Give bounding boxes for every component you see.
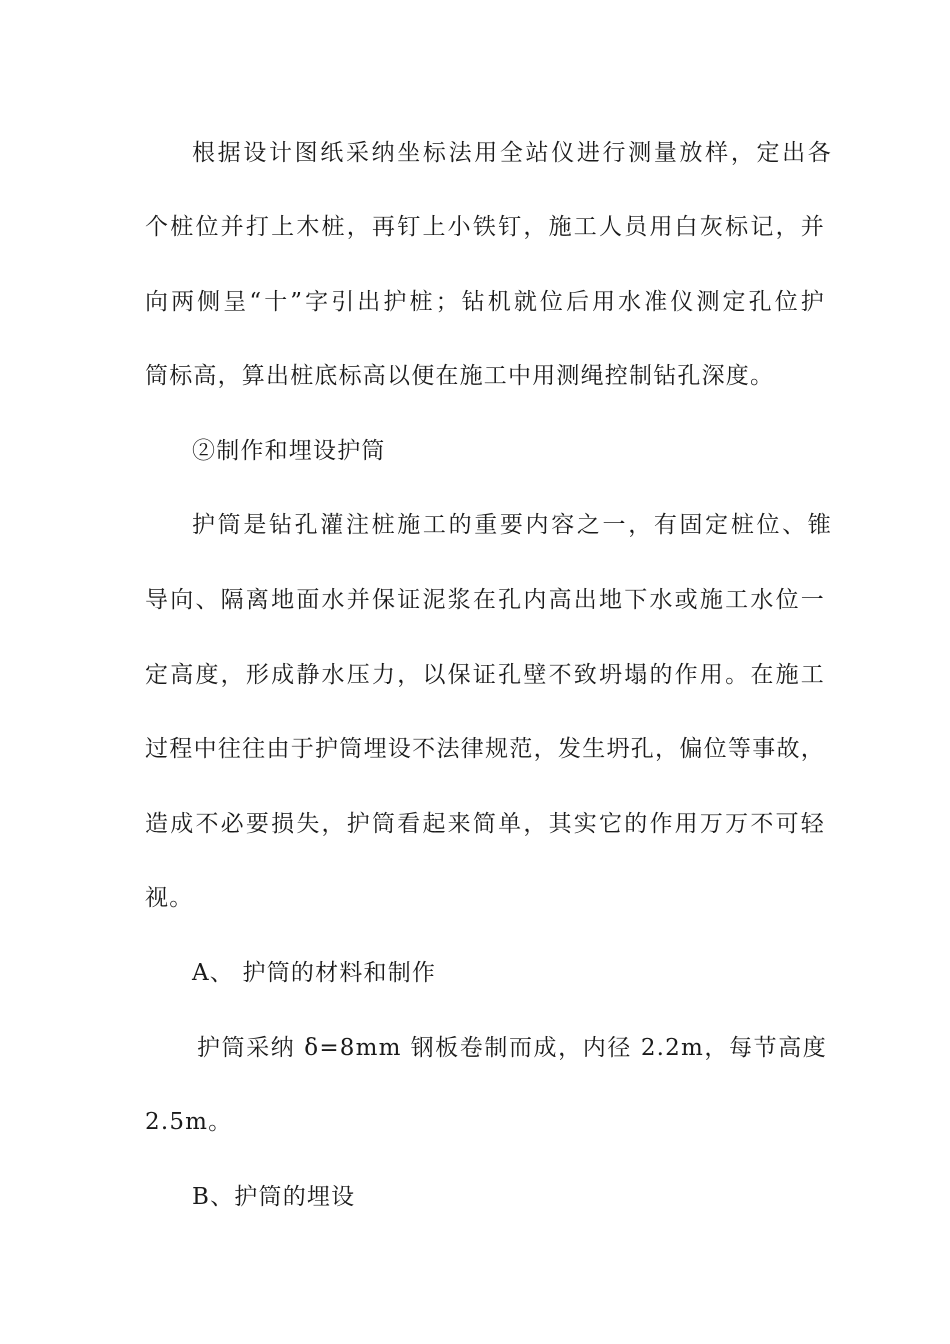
subheading-b: B、护筒的埋设 [192,1184,356,1210]
paragraph-line-8: 过程中往往由于护筒埋设不法律规范，发生坍孔，偏位等事故， [145,736,825,762]
paragraph-line-5: 护筒是钻孔灌注桩施工的重要内容之一，有固定桩位、锥 [192,512,832,538]
paragraph-line-4: 筒标高，算出桩底标高以便在施工中用测绳控制钻孔深度。 [145,363,775,389]
paragraph-line-12: 2.5m。 [145,1109,233,1135]
subheading-a: A、 护筒的材料和制作 [192,960,437,986]
paragraph-line-2: 个桩位并打上木桩，再钉上小铁钉，施工人员用白灰标记，并 [145,214,825,240]
paragraph-line-6: 导向、隔离地面水并保证泥浆在孔内高出地下水或施工水位一 [145,587,825,613]
section-heading-casing: ②制作和埋设护筒 [192,438,386,464]
paragraph-line-9: 造成不必要损失，护筒看起来简单，其实它的作用万万不可轻 [145,811,825,837]
paragraph-line-7: 定高度，形成静水压力，以保证孔壁不致坍塌的作用。在施工 [145,662,825,688]
paragraph-line-3: 向两侧呈“十”字引出护桩；钻机就位后用水准仪测定孔位护 [145,289,825,315]
paragraph-line-11: 护筒采纳 δ=8mm 钢板卷制而成，内径 2.2m，每节高度 [197,1035,827,1061]
paragraph-line-10: 视。 [145,885,194,911]
paragraph-line-1: 根据设计图纸采纳坐标法用全站仪进行测量放样，定出各 [192,140,832,166]
